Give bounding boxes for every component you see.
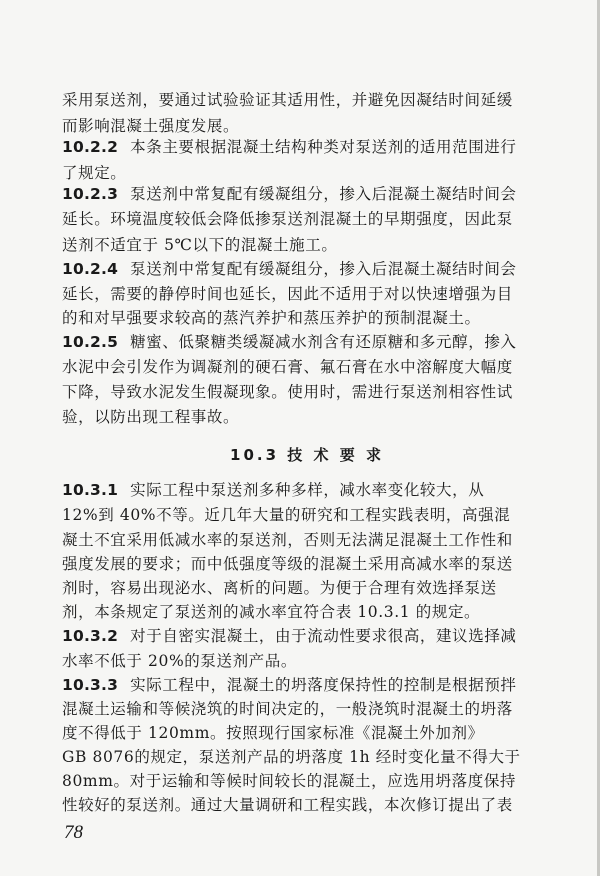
text-line: 混凝土运输和等候浇筑的时间决定的，一般浇筑时混凝土的坍落 (62, 700, 513, 718)
text-line: 延长，需要的静停时间也延长，因此不适用于对以快速增强为目 (62, 285, 513, 303)
text-line: 延长。环境温度较低会降低掺泵送剂混凝土的早期强度，因此泵 (62, 210, 513, 228)
text-line: 送剂不适宜于 5℃以下的混凝土施工。 (62, 236, 338, 254)
clause-10-2-2: 10.2.2 本条主要根据混凝土结构种类对泵送剂的适用范围进行 (62, 138, 517, 156)
text-line: 性较好的泵送剂。通过大量调研和工程实践，本次修订提出了表 (62, 796, 513, 814)
text-line: 强度发展的要求；而中低强度等级的混凝土采用高减水率的泵送 (62, 555, 513, 573)
text-line: 验，以防出现工程事故。 (62, 408, 240, 426)
text-line: GB 8076的规定，泵送剂产品的坍落度 1h 经时变化量不得大于 (62, 748, 521, 766)
clause-10-3-2: 10.3.2 对于自密实混凝土，由于流动性要求很高，建议选择减 (62, 627, 517, 645)
text-line: 下降，导致水泥发生假凝现象。使用时，需进行泵送剂相容性试 (62, 383, 513, 401)
text-line: 12%到 40%不等。近几年大量的研究和工程实践表明，高强混 (62, 506, 511, 524)
page-number: 78 (64, 822, 83, 843)
text-line: 而影响混凝土强度发展。 (62, 117, 240, 135)
clause-10-3-3: 10.3.3 实际工程中，混凝土的坍落度保持性的控制是根据预拌 (62, 676, 517, 694)
clause-number: 10.2.5 (62, 333, 119, 351)
clause-number: 10.3.3 (62, 676, 119, 694)
text-line: 度不得低于 120mm。按照现行国家标准《混凝土外加剂》 (62, 724, 484, 742)
text-line: 了规定。 (62, 164, 127, 182)
section-heading: 10.3 技 术 要 求 (230, 446, 384, 464)
clause-10-2-5: 10.2.5 糖蜜、低聚糖类缓凝减水剂含有还原糖和多元醇，掺入 (62, 333, 517, 351)
clause-10-2-3: 10.2.3 泵送剂中常复配有缓凝组分，掺入后混凝土凝结时间会 (62, 185, 517, 203)
text-line: 水率不低于 20%的泵送剂产品。 (62, 652, 297, 670)
text-line: 剂，本条规定了泵送剂的减水率宜符合表 10.3.1 的规定。 (62, 603, 481, 621)
clause-10-3-1: 10.3.1 实际工程中泵送剂多种多样，减水率变化较大，从 (62, 481, 485, 499)
clause-number: 10.3.2 (62, 627, 119, 645)
text-line: 采用泵送剂，要通过试验验证其适用性，并避免因凝结时间延缓 (62, 91, 513, 109)
text-line: 的和对早强要求较高的蒸汽养护和蒸压养护的预制混凝土。 (62, 309, 481, 327)
clause-number: 10.3.1 (62, 481, 119, 499)
clause-10-2-4: 10.2.4 泵送剂中常复配有缓凝组分，掺入后混凝土凝结时间会 (62, 260, 517, 278)
clause-number: 10.2.4 (62, 260, 119, 278)
text-line: 水泥中会引发作为调凝剂的硬石膏、氟石膏在水中溶解度大幅度 (62, 358, 513, 376)
clause-number: 10.2.2 (62, 138, 119, 156)
text-line: 剂时，容易出现泌水、离析的问题。为便于合理有效选择泵送 (62, 579, 497, 597)
text-line: 凝土不宜采用低减水率的泵送剂，否则无法满足混凝土工作性和 (62, 531, 513, 549)
text-line: 80mm。对于运输和等候时间较长的混凝土，应选用坍落度保持 (62, 772, 517, 790)
clause-number: 10.2.3 (62, 185, 119, 203)
